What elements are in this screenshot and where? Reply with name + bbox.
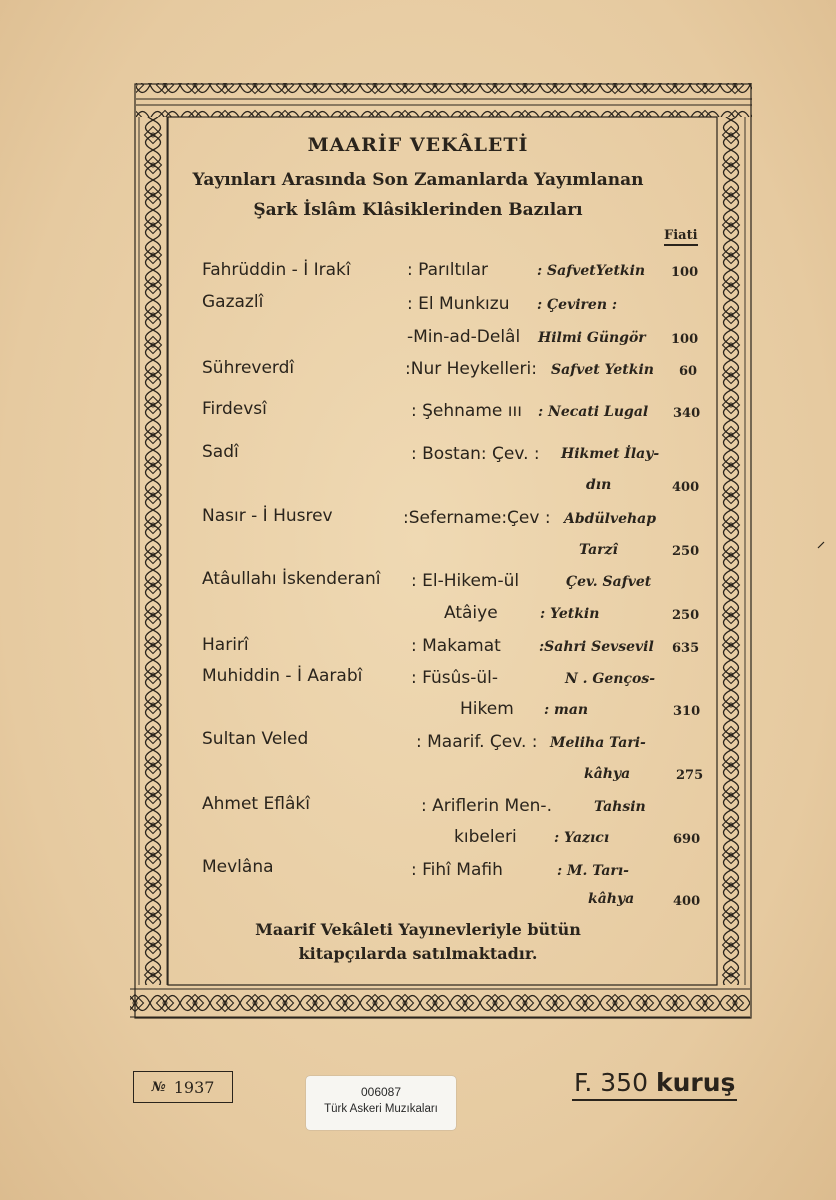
entry-translator: : M. Tarı- [557,863,629,879]
entry-work: -Min-ad-Delâl [407,327,521,347]
entry-author: Atâullahı İskenderanî [202,569,381,589]
entry-author: Sühreverdî [202,358,295,378]
page-title: MAARİF VEKÂLETİ [307,134,529,156]
issue-number-box [133,1071,233,1103]
entry-author: Mevlâna [202,857,274,877]
entry-author: Harirî [202,635,249,655]
entry-work: :Sefername:Çev : [403,508,551,528]
entry-translator: kâhya [588,891,635,907]
entry-work: : Makamat [411,636,501,656]
entry-author: Muhiddin - İ Aarabî [202,666,363,686]
footer-line-1: Maarif Vekâleti Yayınevleriyle bütün [255,920,581,939]
entry-price: 275 [676,768,704,783]
entry-translator: Hilmi Güngör [538,330,646,346]
border-top [136,83,752,117]
footer-line-2: kitapçılarda satılmaktadır. [298,944,538,963]
entry-translator: : Yetkin [540,606,600,622]
entry-work: Hikem [460,699,514,719]
subtitle-line-2: Şark İslâm Klâsiklerinden Bazıları [253,200,583,220]
entry-translator: kâhya [584,766,631,782]
entry-work: : El-Hikem-ül [411,571,520,591]
cover-price [572,1068,737,1101]
subtitle-line-1: Yayınları Arasında Son Zamanlarda Yayımlanan [192,170,644,190]
price-amount: F. 350 [574,1068,648,1097]
entry-translator: : SafvetYetkin [537,263,646,279]
issue-number: 1937 [173,1077,215,1097]
entry-translator: Abdülvehap [564,511,657,527]
entry-author: Firdevsî [202,399,267,419]
entry-author: Sadî [202,442,239,462]
entry-translator: : Çeviren : [537,297,618,313]
entry-translator: dın [586,477,612,493]
price-unit: kuruş [655,1068,736,1097]
library-name: Türk Askeri Muzıkaları [324,1103,438,1115]
entry-price: 100 [671,332,699,347]
entry-author: Nasır - İ Husrev [202,506,333,526]
entry-work: : El Munkızu [407,294,510,314]
entry-price: 690 [673,832,701,847]
entry-work: kıbeleri [454,827,517,847]
entry-price: 250 [672,608,700,623]
entry-price: 250 [672,544,700,559]
entry-price: 340 [673,406,701,421]
entry-translator: Tarzî [579,542,618,558]
entry-price: 100 [671,265,699,280]
entry-work: : Füsûs-ül- [411,668,499,688]
entry-translator: :Sahri Sevsevil [539,639,654,655]
entry-work: : Şehname ııı [411,401,522,421]
entry-price: 310 [673,704,701,719]
library-label [306,1076,456,1130]
entry-price: 400 [672,480,700,495]
entry-work: :Nur Heykelleri: [405,359,537,379]
entry-price: 60 [679,364,698,379]
entry-translator: Meliha Tari- [550,735,646,751]
entry-work: Atâiye [444,603,498,623]
number-sign: № [151,1079,166,1095]
entry-work: : Bostan: Çev. : [411,444,540,464]
entry-work: : Fihî Mafih [411,860,503,880]
entry-price: 635 [672,641,700,656]
border-right [717,117,751,985]
entry-translator: Tahsin [594,799,646,815]
price-column-header: Fiati [664,228,698,246]
entry-translator: Safvet Yetkin [551,362,654,378]
entry-translator: Hikmet İlay- [561,446,660,462]
entry-translator: : Necati Lugal [538,404,649,420]
library-code: 006087 [360,1085,402,1099]
entry-author: Fahrüddin - İ Irakî [202,260,351,280]
border-bottom [130,985,750,1019]
entry-translator: Çev. Safvet [566,574,652,590]
entry-price: 400 [673,894,701,909]
entry-translator: : Yazıcı [554,830,610,846]
entry-translator: N . Genços- [565,671,656,687]
entry-work: : Parıltılar [407,260,488,280]
entry-translator: : man [544,702,589,718]
entry-work: : Maarif. Çev. : [416,732,538,752]
entry-work: : Ariflerin Men-. [421,796,552,816]
entry-author: Ahmet Eflâkî [202,794,310,814]
border-left [134,117,168,985]
entry-author: Gazazlî [202,292,264,312]
entry-author: Sultan Veled [202,729,309,749]
